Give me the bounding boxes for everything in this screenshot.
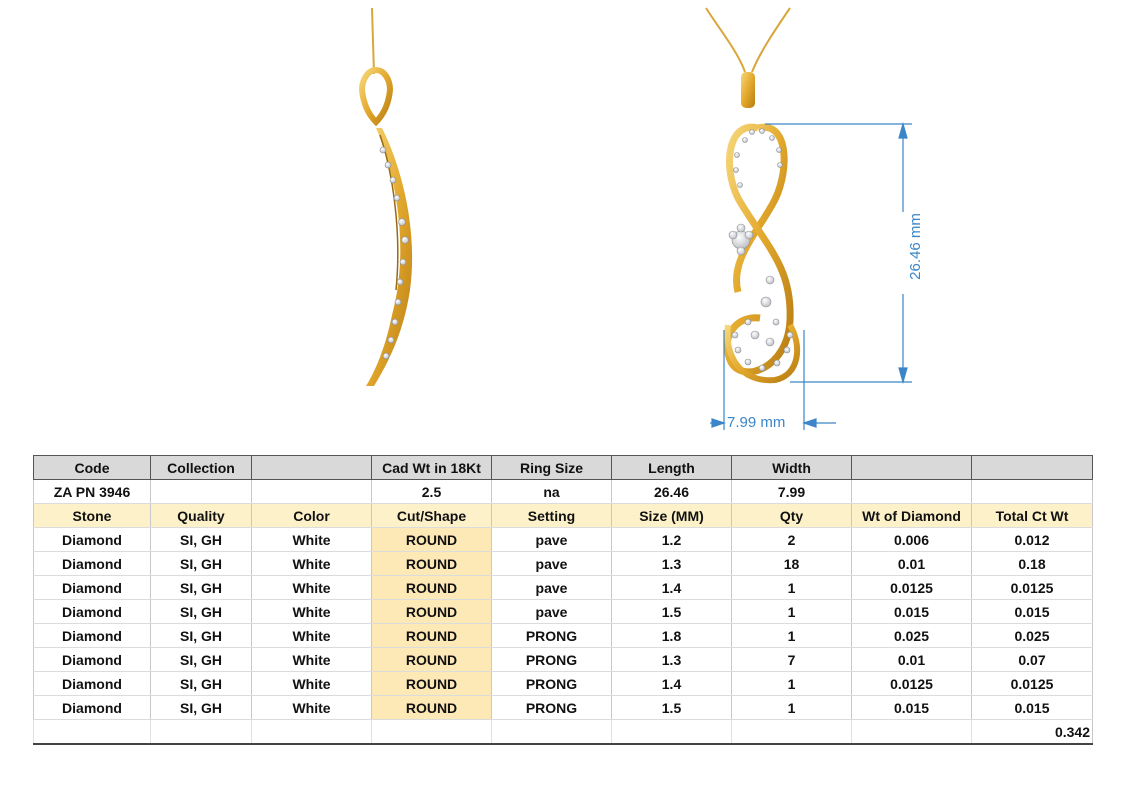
stone-cell: SI, GH (151, 672, 252, 696)
stone-cell: 0.015 (852, 600, 972, 624)
stone-cell: 0.18 (972, 552, 1093, 576)
stone-cell: PRONG (492, 672, 612, 696)
stone-cell: 0.0125 (852, 576, 972, 600)
stone-row (34, 600, 1093, 624)
stone-rows (34, 528, 1093, 720)
stone-header-cell: Stone (34, 504, 151, 528)
cut-shape-cell: ROUND (372, 552, 492, 576)
stone-cell: 0.01 (852, 648, 972, 672)
header-cell (852, 456, 972, 480)
stone-cell: PRONG (492, 696, 612, 720)
info-cell: 2.5 (372, 480, 492, 504)
stone-cell: 0.015 (972, 600, 1093, 624)
empty-cell (492, 720, 612, 745)
header-cell: Collection (151, 456, 252, 480)
info-cell: ZA PN 3946 (34, 480, 151, 504)
stone-cell: 0.0125 (972, 576, 1093, 600)
empty-cell (34, 720, 151, 745)
stone-cell: 1.8 (612, 624, 732, 648)
stone-cell: Diamond (34, 552, 151, 576)
cut-shape-cell: ROUND (372, 648, 492, 672)
header-cell: Cad Wt in 18Kt (372, 456, 492, 480)
stone-cell: SI, GH (151, 696, 252, 720)
stone-cell: SI, GH (151, 552, 252, 576)
empty-cell (732, 720, 852, 745)
total-row (34, 720, 1093, 745)
stone-cell: White (252, 624, 372, 648)
stone-header-row (34, 504, 1093, 528)
stone-header-cell: Size (MM) (612, 504, 732, 528)
info-cell: na (492, 480, 612, 504)
stone-cell: White (252, 672, 372, 696)
stone-row (34, 576, 1093, 600)
cut-shape-cell: ROUND (372, 624, 492, 648)
stone-cell: 1.3 (612, 648, 732, 672)
empty-cell (612, 720, 732, 745)
stone-cell: 1.4 (612, 576, 732, 600)
stone-cell: 0.025 (972, 624, 1093, 648)
stone-cell: 1 (732, 624, 852, 648)
stone-cell: Diamond (34, 672, 151, 696)
empty-cell (372, 720, 492, 745)
stone-cell: 1.2 (612, 528, 732, 552)
stone-cell: 0.006 (852, 528, 972, 552)
info-cell (852, 480, 972, 504)
info-cell: 7.99 (732, 480, 852, 504)
info-cell (252, 480, 372, 504)
stone-cell: 0.01 (852, 552, 972, 576)
total-ct-wt-value: 0.342 (972, 720, 1093, 745)
stone-cell: 2 (732, 528, 852, 552)
stone-header-cell: Color (252, 504, 372, 528)
stone-row (34, 624, 1093, 648)
header-cell (252, 456, 372, 480)
specification-table (33, 455, 1093, 745)
stone-cell: 1 (732, 600, 852, 624)
stone-cell: 1 (732, 672, 852, 696)
stone-cell: Diamond (34, 576, 151, 600)
stone-cell: Diamond (34, 648, 151, 672)
header-cell: Code (34, 456, 151, 480)
header-cell (972, 456, 1093, 480)
stone-cell: PRONG (492, 648, 612, 672)
stone-header-cell: Total Ct Wt (972, 504, 1093, 528)
stone-row (34, 552, 1093, 576)
stone-cell: 0.025 (852, 624, 972, 648)
stone-row (34, 696, 1093, 720)
info-cell (972, 480, 1093, 504)
stone-cell: SI, GH (151, 528, 252, 552)
stone-cell: 0.0125 (852, 672, 972, 696)
stone-cell: White (252, 648, 372, 672)
front-view-pendant (706, 8, 797, 380)
stone-cell: 1.4 (612, 672, 732, 696)
cut-shape-cell: ROUND (372, 600, 492, 624)
empty-cell (151, 720, 252, 745)
stone-row (34, 672, 1093, 696)
stone-cell: 7 (732, 648, 852, 672)
cut-shape-cell: ROUND (372, 528, 492, 552)
stone-row (34, 648, 1093, 672)
width-dimension-label: 7.99 mm (727, 414, 786, 431)
stone-header-cell: Quality (151, 504, 252, 528)
stone-cell: SI, GH (151, 576, 252, 600)
stone-cell: 0.07 (972, 648, 1093, 672)
stone-cell: Diamond (34, 600, 151, 624)
stone-cell: 1 (732, 696, 852, 720)
cut-shape-cell: ROUND (372, 696, 492, 720)
stone-cell: 18 (732, 552, 852, 576)
stone-cell: pave (492, 528, 612, 552)
stone-cell: SI, GH (151, 624, 252, 648)
stone-cell: 1 (732, 576, 852, 600)
stone-cell: White (252, 576, 372, 600)
stone-cell: SI, GH (151, 600, 252, 624)
stone-header-cell: Cut/Shape (372, 504, 492, 528)
side-view-pendant (362, 8, 412, 386)
stone-cell: 1.5 (612, 696, 732, 720)
length-dimension-label: 26.46 mm (906, 213, 924, 280)
stone-cell: White (252, 552, 372, 576)
stone-cell: 0.012 (972, 528, 1093, 552)
stone-cell: 0.015 (852, 696, 972, 720)
spec-header-row (34, 456, 1093, 480)
stone-header-cell: Setting (492, 504, 612, 528)
info-cell (151, 480, 252, 504)
header-cell: Length (612, 456, 732, 480)
stone-cell: 0.0125 (972, 672, 1093, 696)
cut-shape-cell: ROUND (372, 576, 492, 600)
stone-cell: PRONG (492, 624, 612, 648)
cut-shape-cell: ROUND (372, 672, 492, 696)
stone-cell: pave (492, 552, 612, 576)
spec-info-row (34, 480, 1093, 504)
stone-cell: 1.3 (612, 552, 732, 576)
stone-cell: White (252, 528, 372, 552)
stone-cell: White (252, 600, 372, 624)
stone-cell: SI, GH (151, 648, 252, 672)
stone-row (34, 528, 1093, 552)
stone-header-cell: Wt of Diamond (852, 504, 972, 528)
stone-cell: pave (492, 600, 612, 624)
stone-cell: 0.015 (972, 696, 1093, 720)
stone-header-cell: Qty (732, 504, 852, 528)
stone-cell: Diamond (34, 528, 151, 552)
stone-cell: Diamond (34, 696, 151, 720)
stone-cell: Diamond (34, 624, 151, 648)
info-cell: 26.46 (612, 480, 732, 504)
stone-cell: White (252, 696, 372, 720)
header-cell: Ring Size (492, 456, 612, 480)
stone-cell: 1.5 (612, 600, 732, 624)
empty-cell (252, 720, 372, 745)
empty-cell (852, 720, 972, 745)
stone-cell: pave (492, 576, 612, 600)
header-cell: Width (732, 456, 852, 480)
